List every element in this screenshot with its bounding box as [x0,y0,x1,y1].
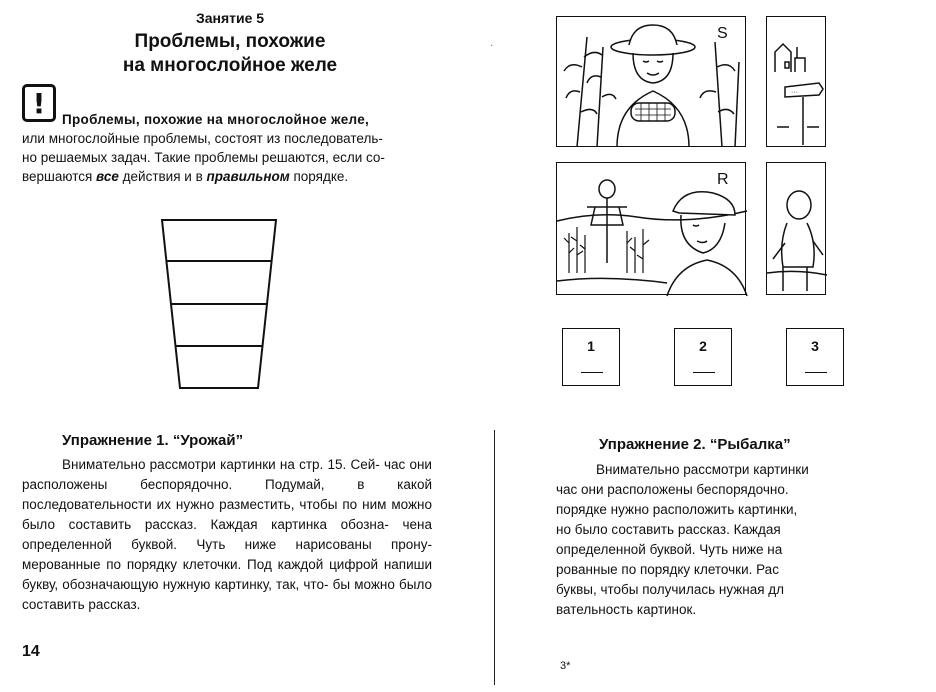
lesson-title-line-1: Проблемы, похожие [134,31,326,52]
exercise2-line: час они расположены беспорядочно. [556,482,789,497]
page-number: 3* [560,660,571,672]
lesson-title [0,30,460,78]
exercise2-line: порядке нужно расположить картинки, [556,502,798,517]
exercise1-line: бы можно было составить рассказ. [22,577,432,612]
answer-box-1[interactable] [562,328,620,386]
village-signpost-illustration [767,17,827,148]
answer-line[interactable] [581,372,603,373]
layered-jelly-cup-drawing [160,218,278,390]
svg-text:···: ··· [791,89,798,96]
exercise1-line: Внимательно рассмотри картинки на стр. 15. Сей- [62,457,380,472]
intro-line: или многослойные проблемы, состоят из последователь- [22,131,383,146]
answer-box-3[interactable] [786,328,844,386]
lesson-title-line-2: на многослойное желе [122,55,338,76]
exercise1-text [22,455,432,615]
answer-box-2[interactable] [674,328,732,386]
picture-letter: S [717,25,728,42]
right-page [498,0,819,692]
intro-line: но решаемых задач. Такие проблемы решаются, если со- [22,150,385,165]
exercise1-line: час они расположены беспорядочно. Подумай, в какой [22,457,432,492]
page-number: 14 [22,643,40,660]
lesson-label: Занятие 5 [195,10,265,26]
intro-text: порядке. [289,169,349,184]
intro-text: действия и в [118,169,207,184]
intro-line [22,167,432,186]
exercise2-text [556,460,936,620]
exercise2-line: вательность картинок. [556,602,697,617]
intro-emphasis: все [96,169,119,184]
answer-line[interactable] [693,372,715,373]
exercise2-line: но было составить рассказ. Каждая [556,522,781,537]
exercise2-line: рованные по порядку клеточки. Рас [556,562,779,577]
picture-farmer-harvest [556,16,746,147]
man-working-illustration [767,163,827,296]
intro-paragraph [22,110,432,186]
exclamation-icon: ! [22,84,56,122]
intro-emphasis: правильном [206,169,290,184]
picture-letter: R [717,171,729,188]
picture-village-signpost [766,16,826,147]
exercise2-line: Внимательно рассмотри картинки [596,462,809,477]
answer-box-number: 2 [699,338,707,354]
answer-line[interactable] [805,372,827,373]
intro-text: вершаются [22,169,97,184]
gutter-mark: · [490,40,494,51]
exercise1-line: можно было составить рассказ. Каждая картинка обозна- [22,497,432,532]
answer-box-number: 3 [811,338,819,354]
picture-scarecrow-field [556,162,746,295]
exercise1-line: напиши букву, обозначающую нужную картинку, так, что- [22,557,432,592]
exercise1-line: последовательности их нужно разместить, чтобы по ним [22,497,387,512]
page-gutter-line [494,430,495,685]
exercise1-line: чена определенной буквой. Чуть ниже нарисованы прону- [22,517,432,552]
exercise1-line: мерованные по порядку клеточки. Под каждой цифрой [22,557,379,572]
intro-lead: Проблемы, похожие на многослойное желе, [62,112,370,127]
picture-man-working [766,162,826,295]
answer-box-number: 1 [587,338,595,354]
exercise2-line: определенной буквой. Чуть ниже на [556,542,783,557]
exercise2-title: Упражнение 2. “Рыбалка” [599,436,791,453]
exercise2-line: буквы, чтобы получилась нужная дл [556,582,785,597]
exercise1-title: Упражнение 1. “Урожай” [62,432,244,449]
